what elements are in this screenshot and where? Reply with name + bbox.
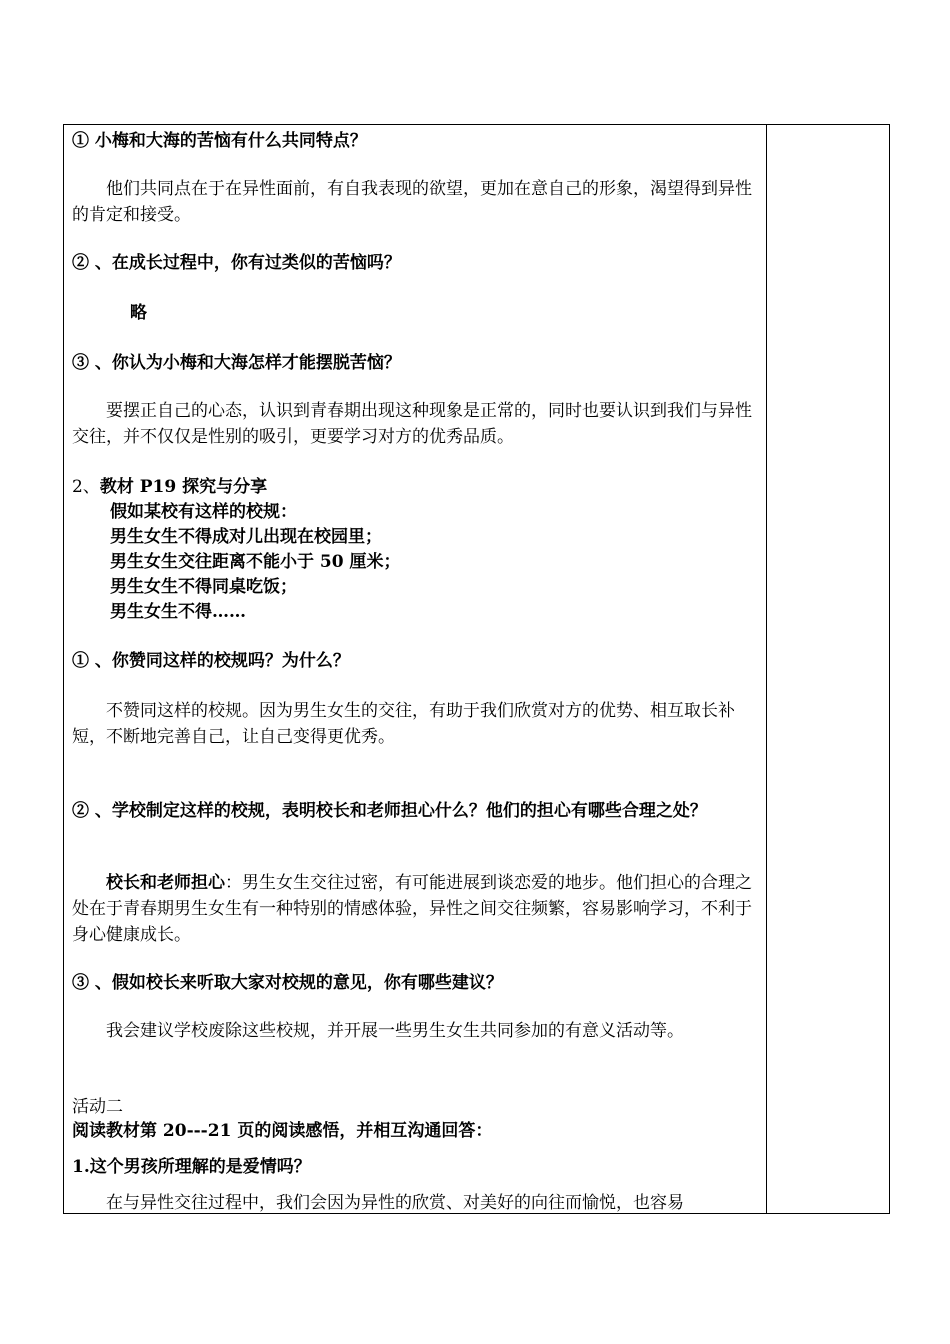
question-6: ③ 、假如校长来听取大家对校规的意见，你有哪些建议？ bbox=[72, 973, 503, 993]
question-4: ① 、你赞同这样的校规吗？为什么？ bbox=[72, 651, 350, 671]
answer-4: 不赞同这样的校规。因为男生女生的交往，有助于我们欣赏对方的优势、相互取长补短，不断地完善自己，让自己变得更优秀。 bbox=[72, 701, 735, 747]
answer-5-lead: 校长和老师担心 bbox=[106, 873, 225, 893]
answer-1: 他们共同点在于在异性面前，有自我表现的欲望，更加在意自己的形象，渴望得到异性的肯定和接受。 bbox=[72, 179, 752, 225]
section-2-heading bbox=[72, 474, 760, 500]
answer-2: 略 bbox=[130, 303, 147, 323]
rule-item: 假如某校有这样的校规： bbox=[110, 502, 297, 522]
answer-7: 在与异性交往过程中，我们会因为异性的欣赏、对美好的向往而愉悦，也容易 bbox=[106, 1193, 684, 1213]
question-3: ③ 、你认为小梅和大海怎样才能摆脱苦恼？ bbox=[72, 353, 401, 373]
question-7-text: 1.这个男孩所理解的是爱情吗？ bbox=[72, 1157, 311, 1177]
question-7 bbox=[72, 1154, 760, 1180]
question-1: ① 小梅和大海的苦恼有什么共同特点？ bbox=[72, 131, 367, 151]
rule-item: 男生女生不得成对儿出现在校园里； bbox=[110, 527, 382, 547]
rule-item: 男生女生不得同桌吃饭； bbox=[110, 577, 297, 597]
question-2: ② 、在成长过程中，你有过类似的苦恼吗？ bbox=[72, 253, 401, 273]
table-column-divider bbox=[766, 124, 767, 1214]
answer-5-text: ：男生女生交往过密，有可能进展到谈恋爱的地步。他们担心的合理之处在于青春期男生女生有一种特别的情感体验，异性之间交往频繁，容易影响学习，不利于身心健康成长。 bbox=[72, 873, 752, 945]
activity-2-heading: 活动二 bbox=[72, 1097, 123, 1117]
answer-3: 要摆正自己的心态，认识到青春期出现这种现象是正常的，同时也要认识到我们与异性交往，并不仅仅是性别的吸引，更要学习对方的优秀品质。 bbox=[72, 401, 752, 447]
rule-item: 男生女生交往距离不能小于 50 厘米； bbox=[110, 552, 401, 572]
answer-6: 我会建议学校废除这些校规，并开展一些男生女生共同参加的有意义活动等。 bbox=[106, 1021, 684, 1041]
section-2-title: 教材 P19 探究与分享 bbox=[99, 477, 268, 497]
rule-item: 男生女生不得…… bbox=[110, 602, 246, 622]
activity-2-task: 阅读教材第 20---21 页的阅读感悟，并相互沟通回答： bbox=[72, 1121, 493, 1141]
answer-5 bbox=[72, 870, 760, 948]
section-2-number: 2、 bbox=[72, 477, 100, 497]
question-5: ② 、学校制定这样的校规，表明校长和老师担心什么？他们的担心有哪些合理之处？ bbox=[72, 801, 707, 821]
